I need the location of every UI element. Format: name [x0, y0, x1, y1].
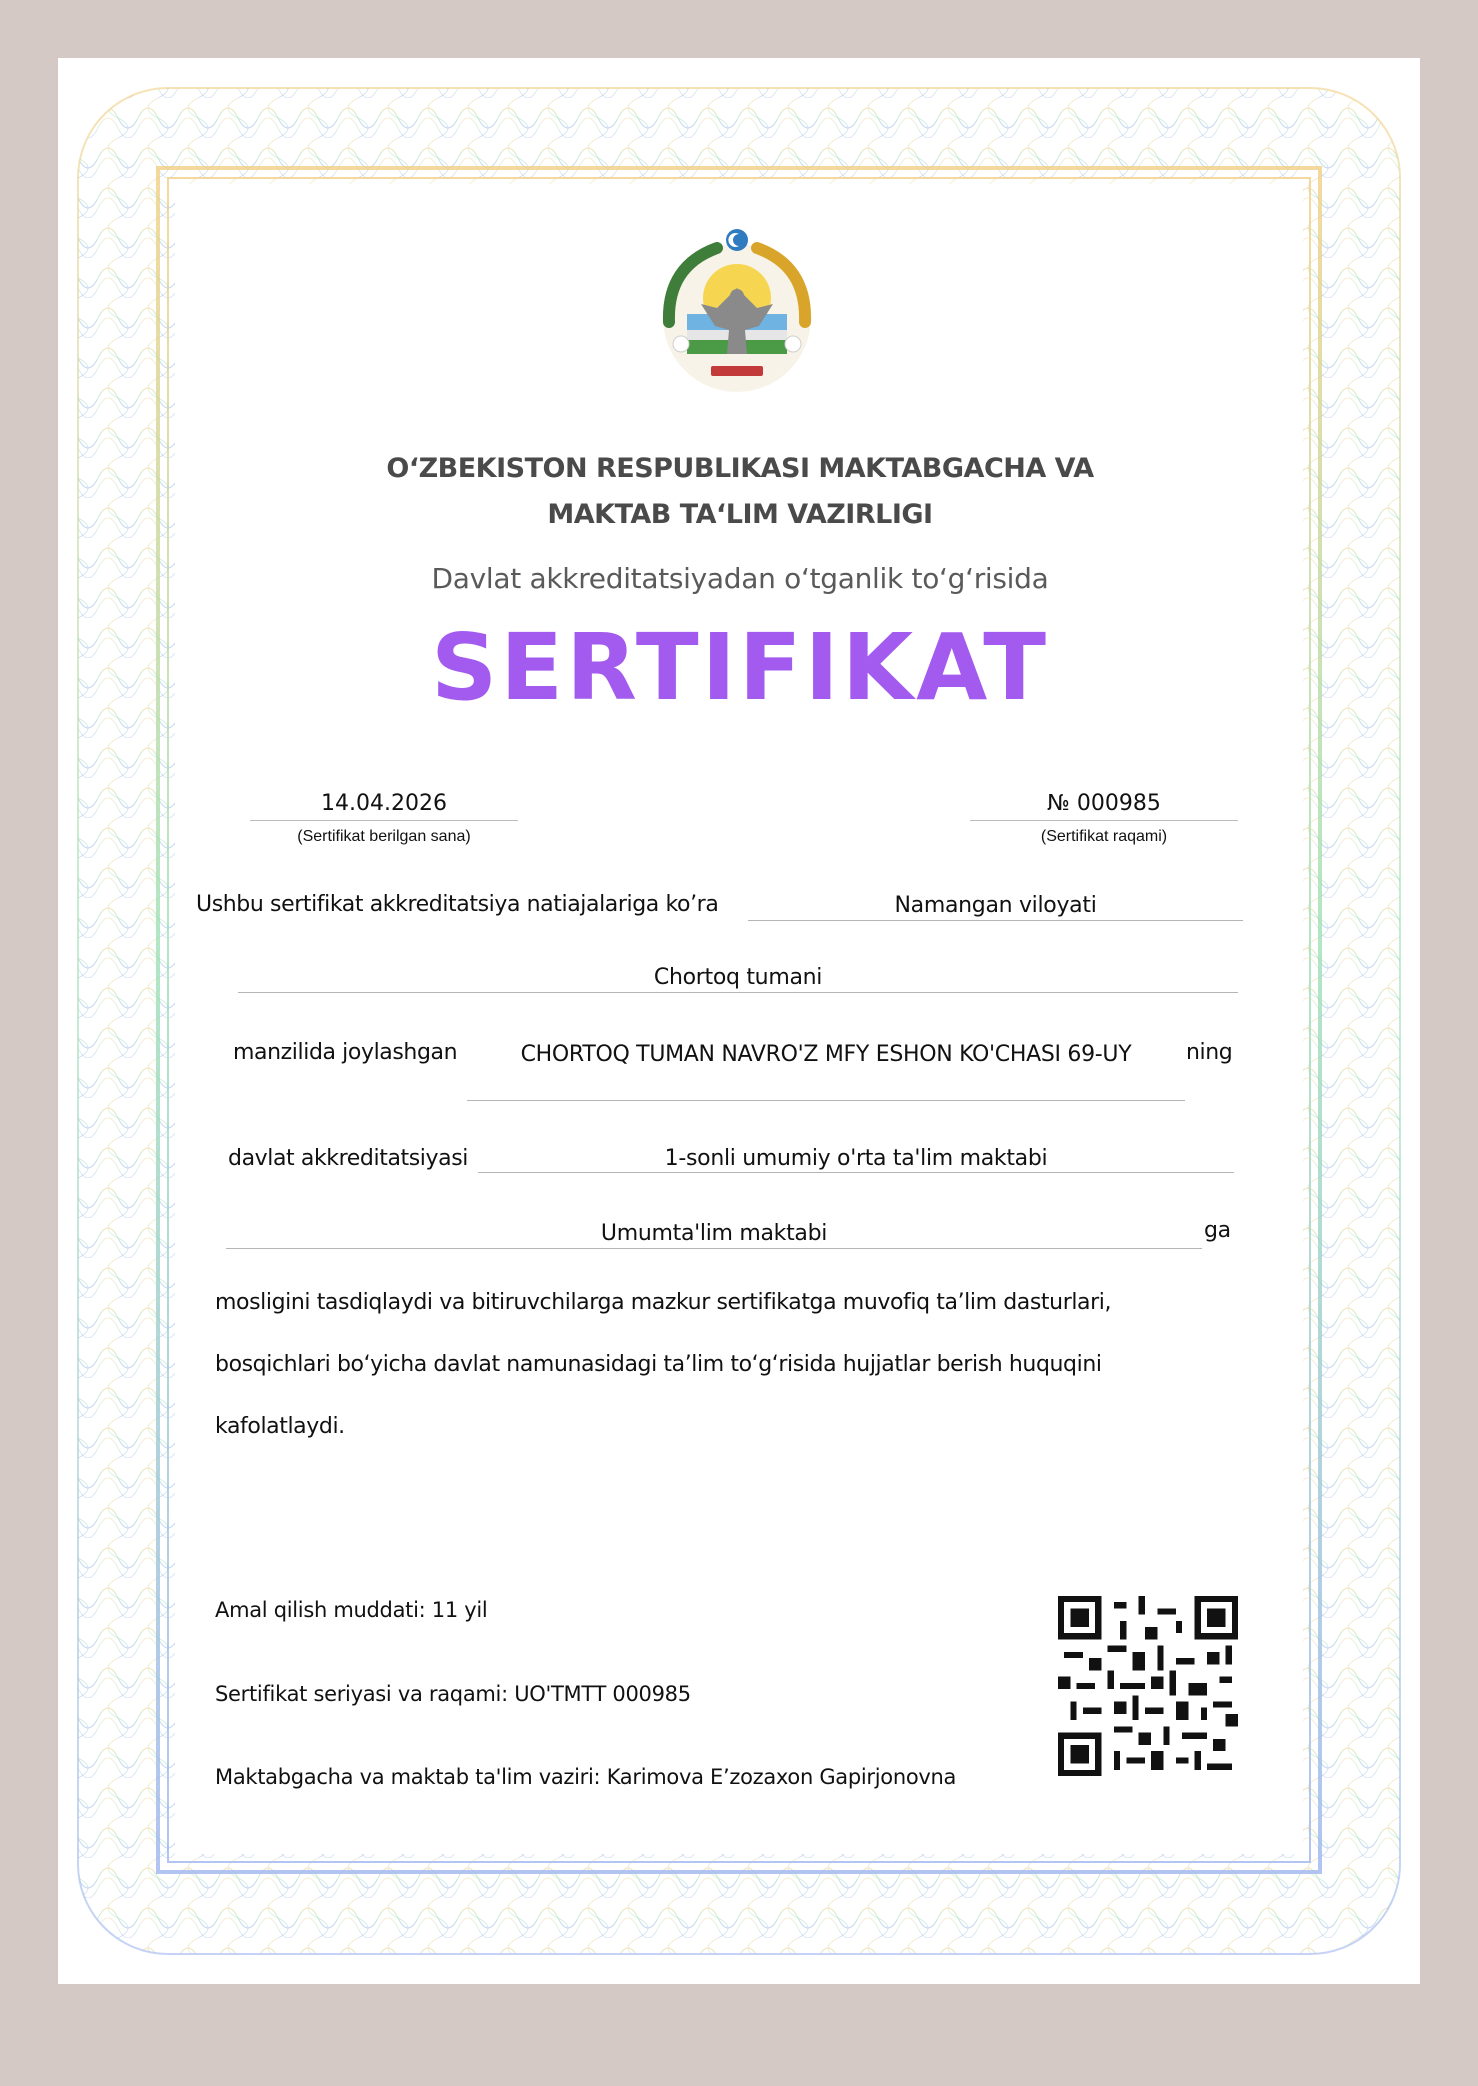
- institution-type-value: Umumta'lim maktabi: [226, 1220, 1202, 1249]
- validity-period: Amal qilish muddati: 11 yil: [215, 1598, 488, 1622]
- issue-date-caption: (Sertifikat berilgan sana): [297, 828, 471, 845]
- address-label: manzilida joylashgan: [233, 1040, 458, 1065]
- address-value: CHORTOQ TUMAN NAVRO'Z MFY ESHON KO'CHASI 69-UY: [467, 1040, 1185, 1101]
- ministry-line-1: O‘ZBEKISTON RESPUBLIKASI MAKTABGACHA VA: [386, 453, 1094, 484]
- certificate-series: Sertifikat seriyasi va raqami: UO'TMTT 000985: [215, 1682, 691, 1706]
- certificate-number-value: № 000985: [970, 790, 1238, 821]
- address-suffix: ning: [1186, 1040, 1233, 1065]
- accreditation-label: davlat akkreditatsiyasi: [228, 1146, 468, 1171]
- type-suffix: ga: [1204, 1218, 1231, 1243]
- certificate-subtitle: Davlat akkreditatsiyadan o‘tganlik to‘g‘risida: [431, 562, 1049, 595]
- institution-value: 1-sonli umumiy o'rta ta'lim maktabi: [478, 1146, 1234, 1173]
- intro-label: Ushbu sertifikat akkreditatsiya natiajalariga ko’ra: [196, 892, 719, 917]
- issue-date-value: 14.04.2026: [250, 790, 518, 821]
- minister-name: Maktabgacha va maktab ta'lim vaziri: Karimova E’zozaxon Gapirjonovna: [215, 1765, 957, 1789]
- ministry-line-2: MAKTAB TA‘LIM VAZIRLIGI: [547, 499, 933, 530]
- paragraph-line-1: mosligini tasdiqlaydi va bitiruvchilarga mazkur sertifikatga muvofiq ta’lim dasturlari,: [215, 1290, 1112, 1315]
- region-value: Namangan viloyati: [748, 892, 1243, 921]
- certificate-number-caption: (Sertifikat raqami): [1040, 828, 1168, 845]
- paragraph-line-3: kafolatlaydi.: [215, 1414, 345, 1439]
- qr-code-icon[interactable]: [1058, 1596, 1238, 1776]
- district-value: Chortoq tumani: [238, 964, 1238, 993]
- certificate-body-paragraph: [215, 1272, 1225, 1458]
- ministry-name: [300, 446, 1180, 538]
- certificate-title: SERTIFIKAT: [431, 614, 1049, 721]
- state-emblem-icon: [657, 226, 817, 398]
- paragraph-line-2: bosqichlari bo‘yicha davlat namunasidagi ta’lim to‘g‘risida hujjatlar berish huquqini: [215, 1352, 1102, 1377]
